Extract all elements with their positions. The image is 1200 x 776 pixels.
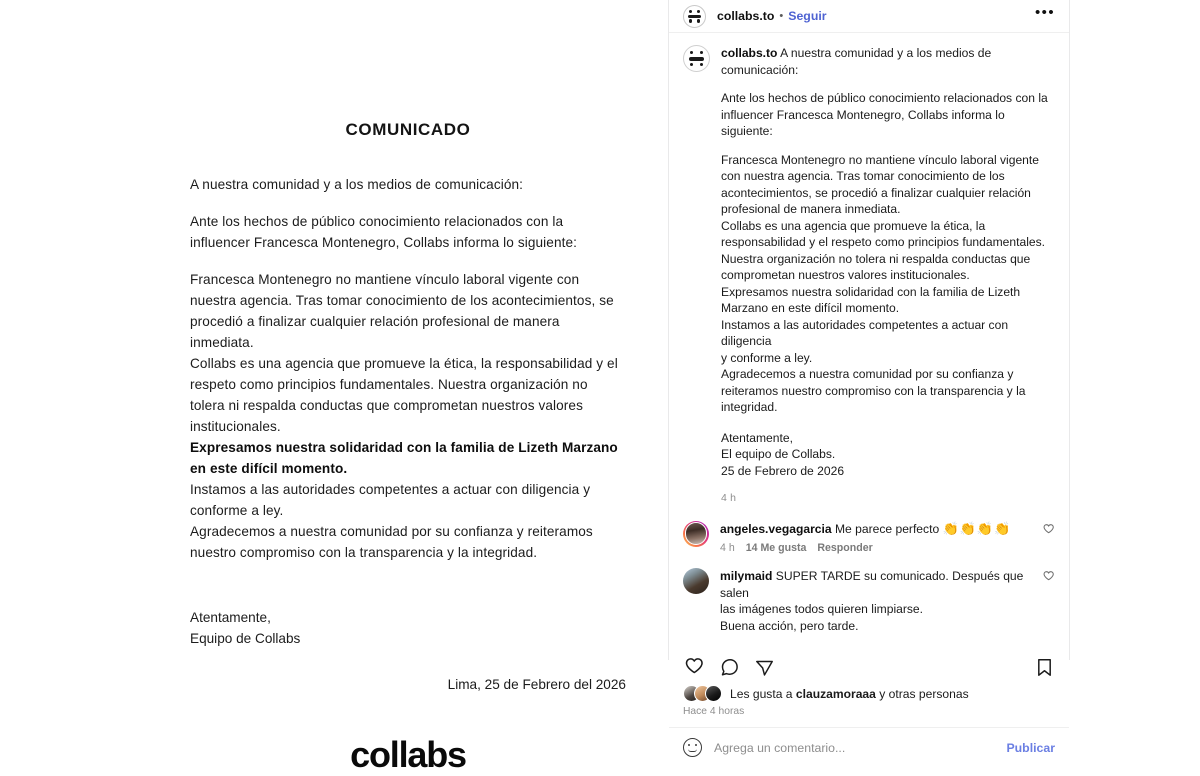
caption-text [721, 45, 1055, 507]
comments-list [669, 521, 1069, 649]
comment-reply-button[interactable]: Responder [817, 542, 873, 554]
instagram-post-panel [668, 0, 1070, 755]
likes-username[interactable]: clauzamoraaa [795, 686, 876, 701]
comment-body [720, 521, 1034, 555]
emoji-smiley-icon[interactable] [683, 738, 702, 757]
caption-line: responsabilidad y el respeto como principios fundamentales. [721, 235, 1046, 249]
comment-message: Me parece perfecto [831, 521, 943, 536]
caption-timestamp: 4 h [721, 492, 737, 504]
document-paragraph-context: Ante los hechos de público conocimiento relacionados con la influencer Francesca Montenegro, Collabs informa lo siguiente: [190, 214, 578, 250]
document-paragraph-statement-2: Collabs es una agencia que promueve la ética, la responsabilidad y el respeto como principios fundamentales. Nuestra organización no tolera ni respalda conductas que comprometan nuestros valores institucionales. [190, 356, 618, 434]
comment-meta [720, 542, 1034, 554]
caption-line: Instamos a las autoridades competentes a actuar con diligencia [721, 317, 1009, 348]
likes-text [730, 687, 969, 701]
liker-avatars[interactable] [683, 685, 722, 702]
document-date: Lima, 25 de Febrero del 2026 [447, 677, 626, 692]
page-background-right [1070, 0, 1200, 660]
comment-like-icon[interactable] [1042, 521, 1055, 541]
signoff-line-2: Equipo de Collabs [190, 631, 301, 646]
document-paragraph-intro: A nuestra comunidad y a los medios de comunicación: [190, 177, 524, 192]
caption-line: profesional de manera inmediata. [721, 202, 901, 216]
comment-item [683, 521, 1055, 555]
caption-line: con nuestra agencia. Tras tomar conocimiento de los [721, 169, 1005, 183]
comment-message-line: las imágenes todos quieren limpiarse. [720, 602, 924, 616]
caption-line: integridad. [721, 400, 778, 414]
document-paragraph-thanks: Agradecemos a nuestra comunidad por su confianza y reiteramos nuestro compromiso con la transparencia y la integridad. [190, 524, 593, 560]
post-action-bar [669, 648, 1069, 678]
comment-like-icon[interactable] [1042, 568, 1055, 588]
comment-message-line: SUPER TARDE su comunicado. Después que salen [720, 569, 1024, 600]
caption-line: Francesca Montenegro no mantiene vínculo laboral vigente [721, 152, 1039, 167]
likes-suffix[interactable]: y otras personas [875, 686, 969, 701]
post-time-ago: Hace 4 horas [683, 706, 745, 717]
comment-avatar[interactable] [683, 521, 709, 547]
comment-bubble-icon[interactable] [719, 657, 740, 678]
caption-paragraph-2 [721, 152, 1055, 416]
caption-intro: A nuestra comunidad y a los medios de comunicación: [721, 46, 992, 77]
caption-line: Ante los hechos de público conocimiento relacionados con la [721, 91, 1048, 105]
paragraph-spacer [190, 253, 626, 269]
avatar-image [683, 568, 709, 594]
comment-time: 4 h [720, 542, 735, 554]
add-comment-input[interactable] [714, 741, 1006, 755]
likes-prefix: Les gusta a [730, 686, 796, 701]
caption-signoff-line: El equipo de Collabs. [721, 447, 836, 461]
add-comment-bar [669, 727, 1069, 767]
more-horizontal-icon[interactable]: ••• [1035, 4, 1055, 21]
comunicado-content [190, 0, 626, 776]
follow-button[interactable]: Seguir [788, 9, 827, 23]
account-avatar[interactable] [683, 5, 706, 28]
header-separator: • [779, 10, 784, 22]
share-paper-plane-icon[interactable] [754, 657, 775, 678]
avatar-image [685, 522, 708, 545]
document-paragraph-authorities: Instamos a las autoridades competentes a actuar con diligencia y conforme a ley. [190, 482, 591, 518]
publish-comment-button[interactable]: Publicar [1006, 740, 1055, 755]
comment-username[interactable]: angeles.vegagarcia [720, 521, 832, 536]
document-signoff [190, 607, 626, 649]
caption-line: influencer Francesca Montenegro, Collabs informa lo siguiente: [721, 107, 1005, 138]
caption-line: Collabs es una agencia que promueve la ética, la [721, 218, 986, 233]
caption-line: y conforme a ley. [721, 350, 813, 365]
signoff-line-1: Atentamente, [190, 610, 271, 625]
comment-item [683, 568, 1055, 634]
comment-likes-count[interactable]: 14 Me gusta [745, 542, 807, 554]
document-title: COMUNICADO [345, 120, 471, 139]
paragraph-spacer [190, 195, 626, 211]
comment-text [720, 568, 1034, 634]
likes-row [669, 678, 1069, 702]
bookmark-icon[interactable] [1034, 657, 1055, 678]
comment-username[interactable]: milymaid [720, 569, 773, 583]
caption-line: reiteramos nuestro compromiso con la transparencia y la [721, 383, 1026, 398]
caption-line: Expresamos nuestra solidaridad con la familia de Lizeth [721, 284, 1021, 299]
post-header [669, 0, 1069, 33]
comment-body [720, 568, 1034, 634]
clap-emoji: 👏👏👏👏 [942, 520, 1012, 536]
caption-paragraph-1 [721, 90, 1055, 140]
comment-text [720, 521, 1034, 538]
liker-avatar [705, 685, 722, 702]
collabs-mark-icon [688, 10, 701, 23]
collabs-logo: collabs [350, 734, 466, 775]
caption-line: Agradecemos a nuestra comunidad por su confianza y [721, 367, 1014, 381]
caption-signoff-line: 25 de Febrero de 2026 [721, 463, 845, 478]
caption-signoff [721, 430, 1055, 480]
caption-line: Nuestra organización no tolera ni respalda conductas que [721, 251, 1031, 266]
caption-block [669, 33, 1069, 507]
caption-avatar[interactable] [683, 45, 710, 72]
caption-line: comprometan nuestros valores institucionales. [721, 268, 970, 282]
caption-line: Marzano en este difícil momento. [721, 301, 900, 315]
collabs-mark-icon [689, 51, 704, 66]
header-username[interactable]: collabs.to [717, 9, 775, 23]
caption-signoff-line: Atentamente, [721, 430, 793, 445]
document-paragraph-solidarity: Expresamos nuestra solidaridad con la familia de Lizeth Marzano en este difícil momento. [190, 440, 618, 476]
comment-avatar[interactable] [683, 568, 709, 594]
caption-line: acontecimientos, se procedió a finalizar cualquier relación [721, 185, 1031, 200]
heart-icon[interactable] [683, 656, 705, 678]
caption-username[interactable]: collabs.to [721, 46, 778, 60]
document-paragraph-statement-1: Francesca Montenegro no mantiene vínculo laboral vigente con nuestra agencia. Tras tomar conocimiento de los acontecimientos, se procedió a finalizar cualquier relación profesional de manera inmediata. [190, 272, 614, 350]
document-body [190, 174, 626, 563]
comment-message-line: Buena acción, pero tarde. [720, 618, 859, 633]
